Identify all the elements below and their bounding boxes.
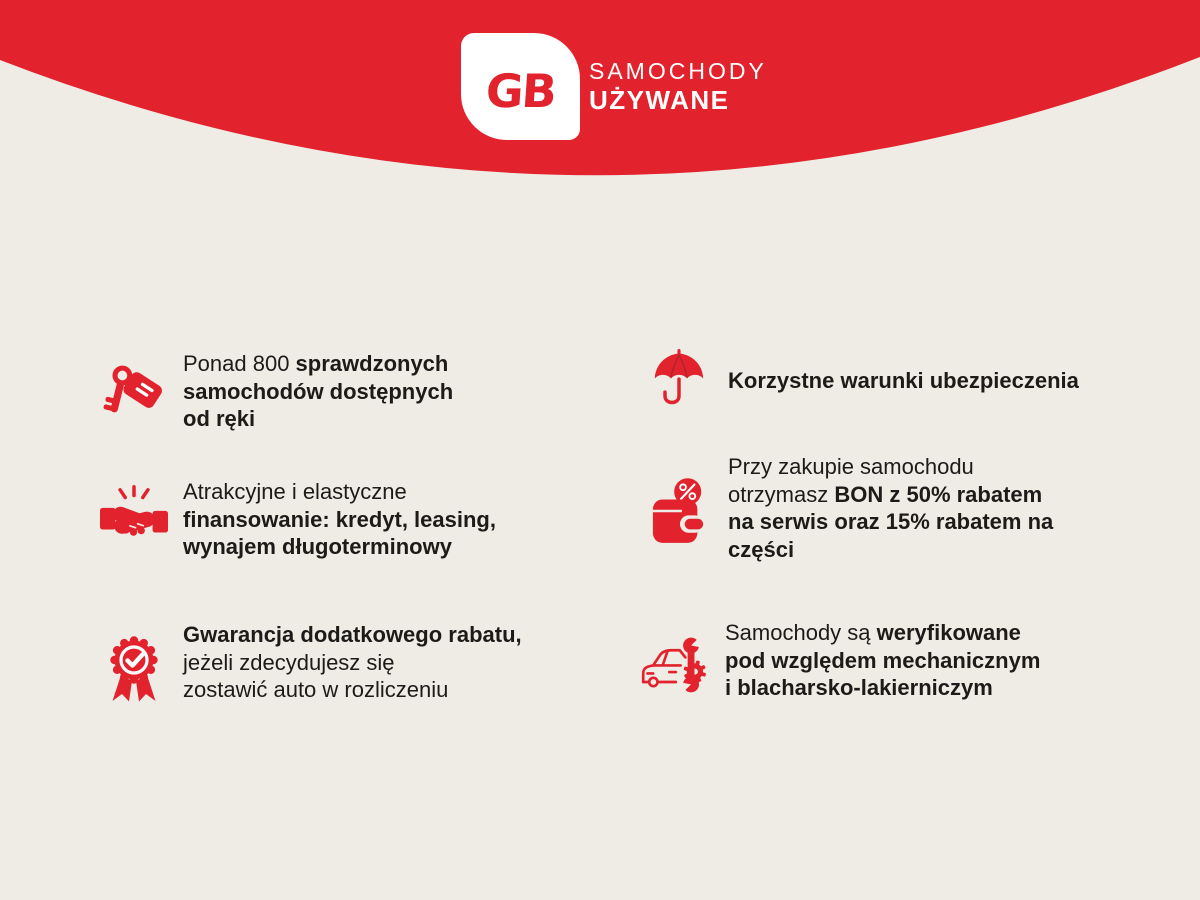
car-service-icon xyxy=(638,633,710,695)
feature-text-segment: Samochody są xyxy=(725,620,877,645)
feature-text-segment: wynajem długoterminowy xyxy=(183,534,452,559)
feature-text-segment: od ręki xyxy=(183,406,256,431)
handshake-icon xyxy=(98,484,170,544)
feature-text-segment: i blacharsko-lakierniczym xyxy=(725,675,993,700)
wallet-percent-icon xyxy=(643,477,715,547)
award-badge-icon xyxy=(98,633,170,705)
feature-text-segment: Gwarancja dodatkowego rabatu, xyxy=(183,622,522,647)
feature-text-segment: weryfikowane xyxy=(876,620,1021,645)
feature-available-cars xyxy=(98,350,568,433)
feature-discount-guarantee xyxy=(98,621,598,705)
feature-text xyxy=(725,619,1040,702)
umbrella-icon xyxy=(643,349,715,413)
feature-text xyxy=(183,478,496,561)
feature-insurance xyxy=(643,349,1163,413)
feature-text-segment: Przy zakupie samochodu xyxy=(728,454,974,479)
feature-text xyxy=(183,350,453,433)
feature-text-segment: sprawdzonych xyxy=(295,351,449,376)
header-curve-shape xyxy=(0,0,1200,300)
gb-logo xyxy=(461,33,580,140)
feature-text-segment: części xyxy=(728,536,795,562)
car-keys-icon xyxy=(98,360,170,422)
feature-text-segment: zostawić auto w rozliczeniu xyxy=(183,677,449,702)
feature-text-segment: na serwis oraz 15% rabatem na xyxy=(728,509,1054,534)
feature-text-segment: Ponad 800 xyxy=(183,351,296,376)
brand-line-2: UŻYWANE xyxy=(589,85,730,115)
feature-text xyxy=(183,621,522,704)
feature-text-segment: pod względem mechanicznym xyxy=(725,647,1041,673)
feature-text-segment: BON z 50% rabatem xyxy=(834,481,1043,507)
feature-text xyxy=(728,453,1053,563)
feature-service-voucher xyxy=(643,453,1123,563)
brand-line-1: SAMOCHODY xyxy=(589,58,767,84)
feature-financing xyxy=(98,478,588,561)
gb-logo-text: GB xyxy=(484,63,557,118)
feature-verification xyxy=(638,619,1138,702)
feature-text-segment: jeżeli zdecydujesz się xyxy=(183,649,395,675)
feature-text-segment: otrzymasz xyxy=(728,481,835,507)
feature-text-segment: samochodów dostępnych xyxy=(183,378,454,404)
feature-text-segment: Atrakcyjne i elastyczne xyxy=(183,479,407,504)
feature-text-segment: finansowanie: kredyt, leasing, xyxy=(183,506,496,532)
brand-wordmark xyxy=(589,58,767,114)
feature-text xyxy=(728,367,1079,395)
feature-text-segment: Korzystne warunki ubezpieczenia xyxy=(728,368,1079,393)
